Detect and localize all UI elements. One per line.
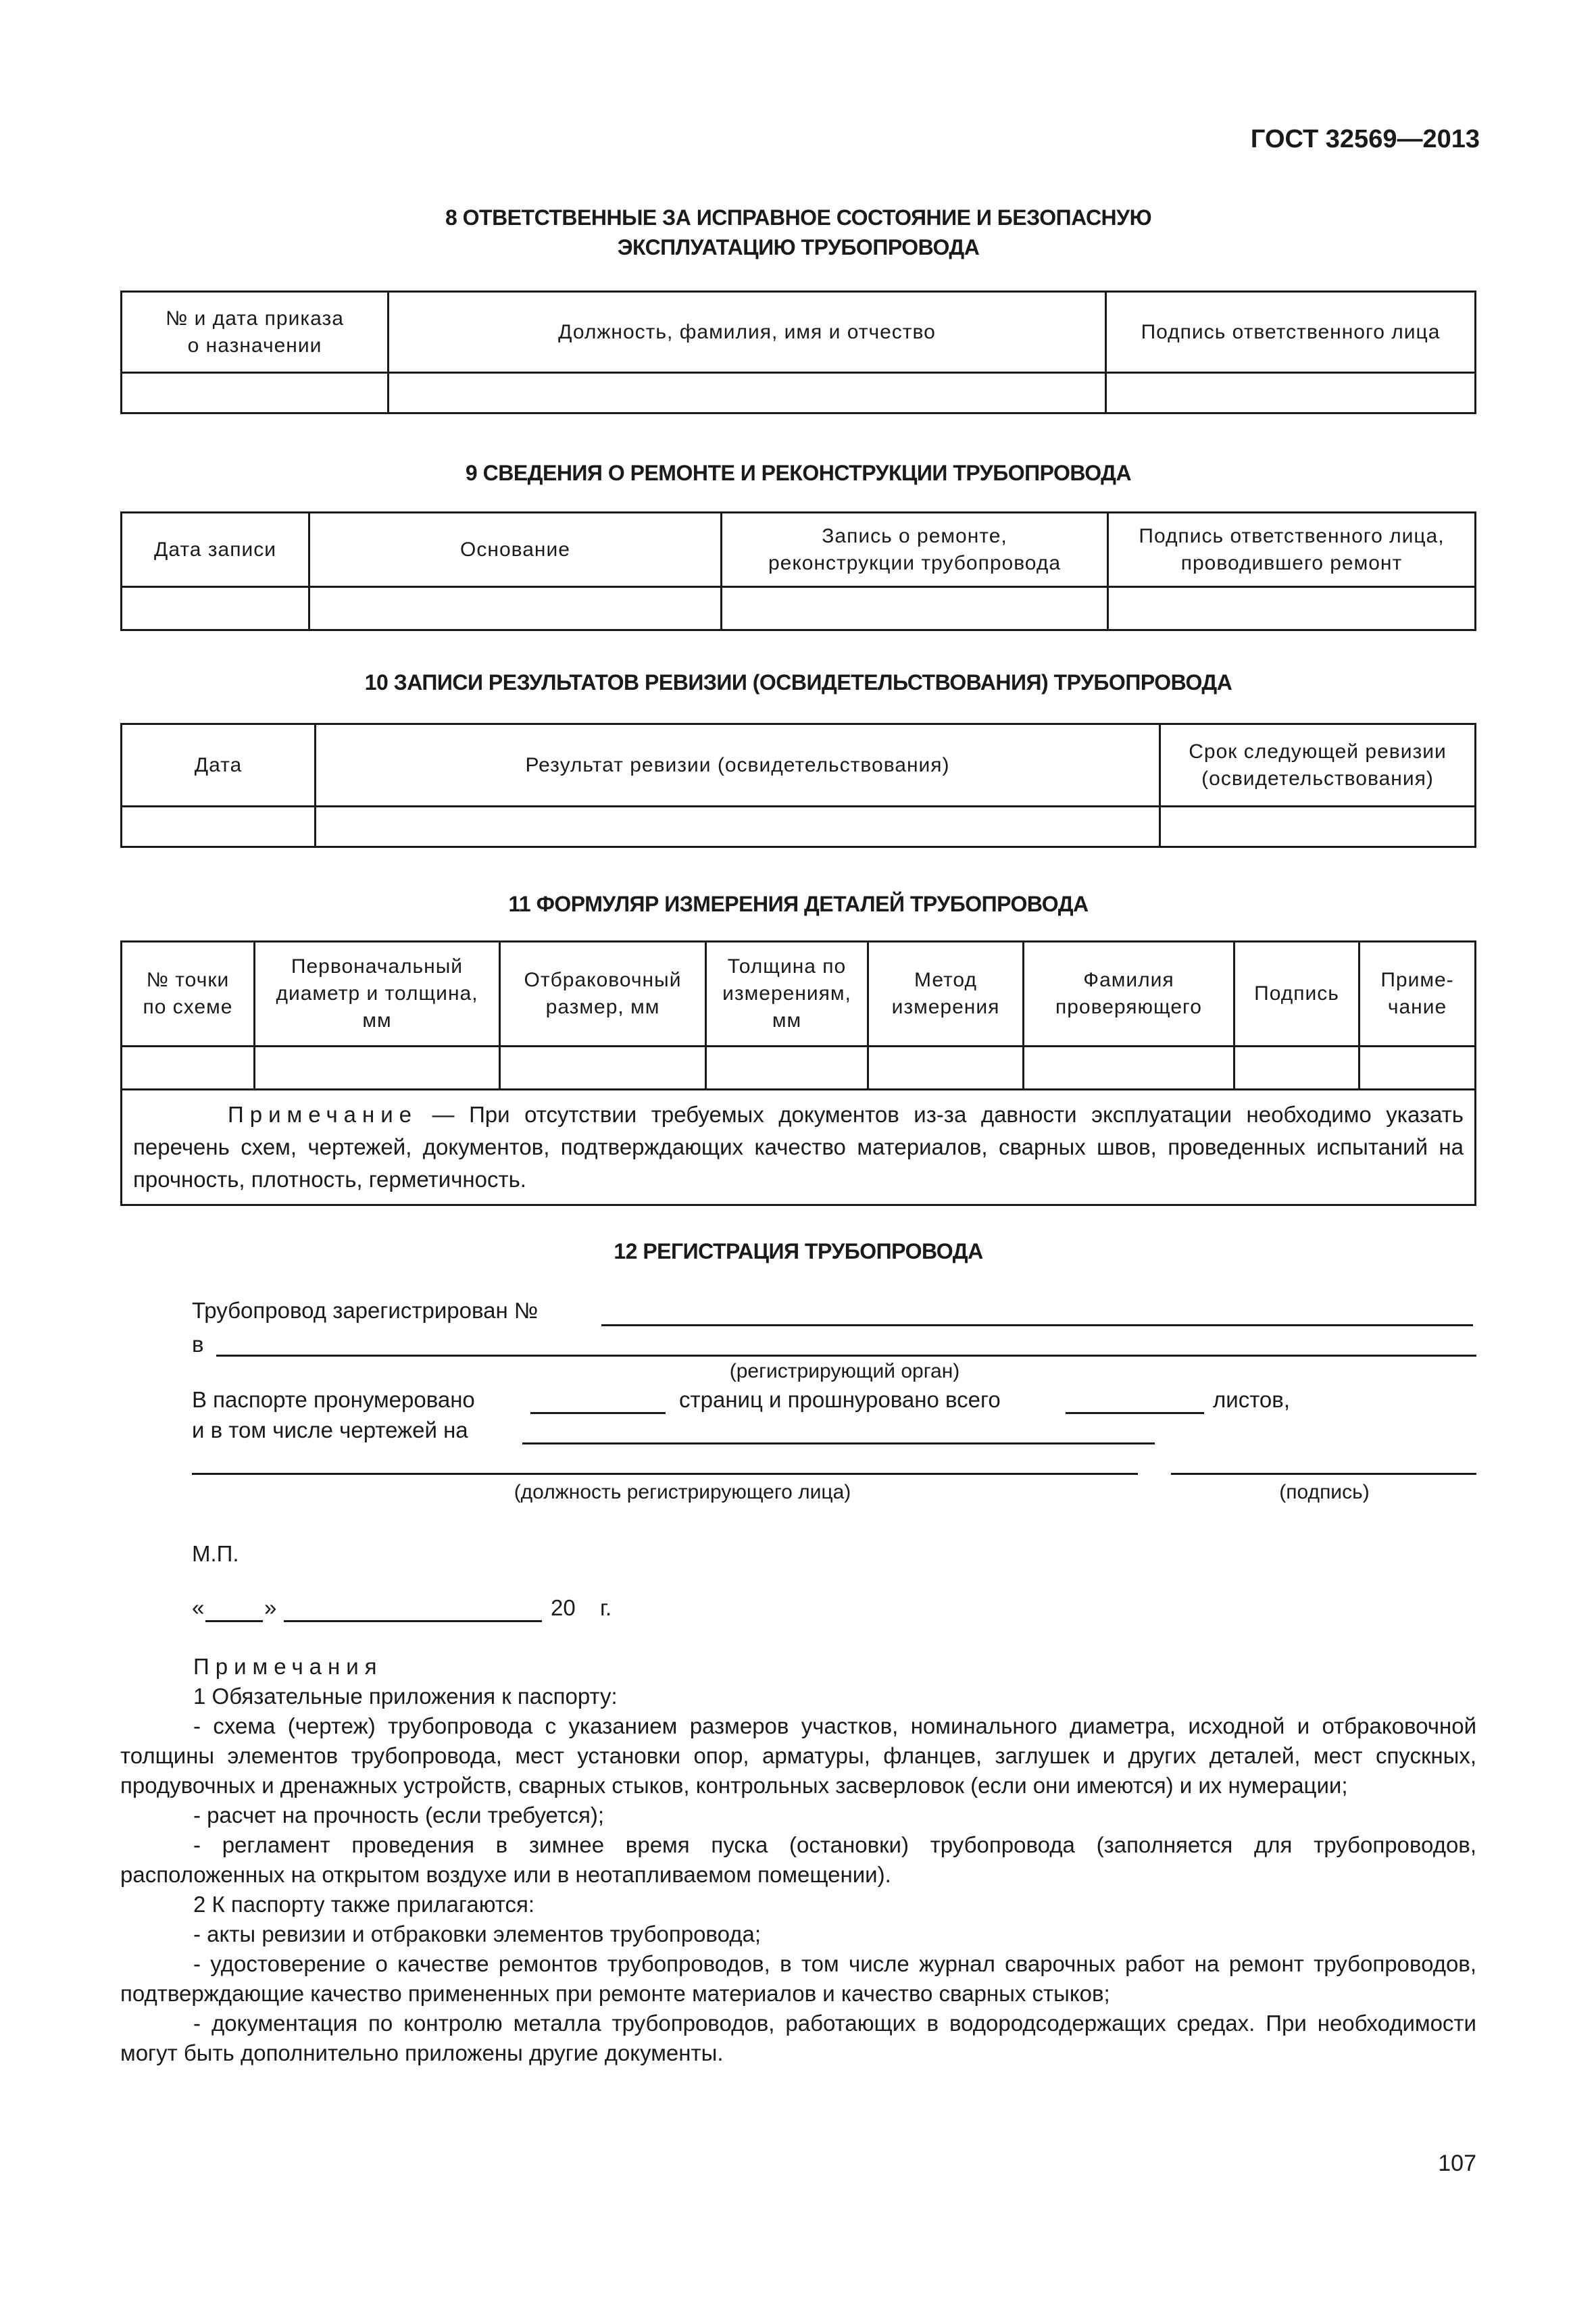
col-point-number: № точки по схеме [122, 942, 255, 1047]
table-repairs [120, 511, 1476, 631]
table-measurements [120, 940, 1476, 1206]
col-next-revision: Срок следующей ревизии (освидетельствования) [1160, 724, 1476, 807]
table-row [122, 1047, 1476, 1090]
quote-close: » [264, 1595, 277, 1620]
year-prefix: 20 [551, 1595, 576, 1620]
note-1c: - регламент проведения в зимнее время пуска (остановки) трубопровода (заполняется для трубопроводов, расположенных на открытом воздухе или в неотапливаемом помещении). [120, 1832, 1476, 1887]
col-remark: Приме- чание [1360, 942, 1476, 1047]
note-2: 2 К паспорту также прилагаются: [193, 1892, 535, 1917]
note-1a: - схема (чертеж) трубопровода с указанием размеров участков, номинального диаметра, исходной и отбраковочной толщины элементов трубопровода, мест установки опор, арматуры, фланцев, заглушек и других деталей, мест спускных, продувочных и дренажных устройств, сварных стыков, контрольных засверловок (если они имеются) и их нумерации; [120, 1713, 1476, 1798]
col-inspector: Фамилия проверяющего [1024, 942, 1235, 1047]
col-method: Метод измерения [868, 942, 1024, 1047]
position-caption: (должность регистрирующего лица) [514, 1481, 851, 1503]
sheets-count-line[interactable] [1066, 1412, 1204, 1414]
numbered-label: В паспорте пронумеровано [192, 1387, 475, 1412]
sheets-label: листов, [1213, 1387, 1290, 1412]
section-11-title: 11 ФОРМУЛЯР ИЗМЕРЕНИЯ ДЕТАЛЕЙ ТРУБОПРОВОДА [508, 892, 1089, 916]
note-label: Примечание [228, 1102, 418, 1127]
section-12-title: 12 РЕГИСТРАЦИЯ ТРУБОПРОВОДА [614, 1239, 983, 1263]
col-revision-result: Результат ревизии (освидетельствования) [316, 724, 1160, 807]
document-code: ГОСТ 32569—2013 [1250, 125, 1480, 153]
notes-heading: Примечания [193, 1654, 383, 1679]
col-repair-signature: Подпись ответственного лица, проводившего ремонт [1108, 513, 1476, 587]
registration-body-caption: (регистрирующий орган) [729, 1360, 960, 1382]
notes-block [120, 1652, 1476, 2068]
drawings-label: и в том числе чертежей на [192, 1417, 468, 1442]
note-2b: - удостоверение о качестве ремонтов трубопроводов, в том числе журнал сварочных работ на ремонт трубопроводов, подтверждающие качество примененных при ремонте материалов и качество сварных стыков; [120, 1951, 1476, 2006]
table-row [122, 807, 1476, 847]
signature-caption: (подпись) [1279, 1481, 1370, 1503]
registration-number-line[interactable] [601, 1324, 1473, 1326]
table-revisions [120, 723, 1476, 848]
table-responsible [120, 291, 1476, 414]
col-order-number: № и дата приказа о назначении [122, 292, 389, 373]
col-rejection-size: Отбраковочный размер, мм [500, 942, 706, 1047]
col-date: Дата [122, 724, 316, 807]
position-line[interactable] [192, 1473, 1138, 1475]
page-number: 107 [1438, 2150, 1476, 2176]
signature-line[interactable] [1171, 1473, 1476, 1475]
table-row [122, 373, 1476, 413]
col-measured-thickness: Толщина по измерениям, мм [706, 942, 868, 1047]
table-note [122, 1090, 1476, 1205]
registered-label: Трубопровод зарегистрирован № [192, 1298, 539, 1323]
col-record-date: Дата записи [122, 513, 309, 587]
quote-open: « [192, 1595, 205, 1620]
section-10-title: 10 ЗАПИСИ РЕЗУЛЬТАТОВ РЕВИЗИИ (ОСВИДЕТЕЛЬСТВОВАНИЯ) ТРУБОПРОВОДА [364, 670, 1232, 695]
registration-body-line[interactable] [216, 1355, 1476, 1357]
note-2c: - документация по контролю металла трубопроводов, работающих в водородсодержащих средах. При необходимости могут быть дополнительно приложены другие документы. [120, 2011, 1476, 2065]
table-row [122, 587, 1476, 630]
stamp-label: М.П. [192, 1541, 239, 1566]
drawings-count-line[interactable] [522, 1442, 1155, 1444]
col-repair-record: Запись о ремонте, реконструкции трубопровода [722, 513, 1108, 587]
col-initial-diameter: Первоначальный диаметр и толщина, мм [255, 942, 500, 1047]
year-suffix: г. [600, 1595, 612, 1620]
day-line[interactable] [205, 1620, 263, 1622]
note-text: — При отсутствии требуемых документов из-за давности эксплуатации необходимо указать перечень схем, чертежей, документов, подтверждающих качество материалов, сварных швов, проведенных испытаний на прочность, плотность, герметичность. [133, 1102, 1464, 1192]
col-basis: Основание [309, 513, 722, 587]
pages-laced-label: страниц и прошнуровано всего [679, 1387, 1001, 1412]
pages-count-line[interactable] [530, 1412, 666, 1414]
in-label: в [192, 1332, 204, 1357]
note-2a: - акты ревизии и отбраковки элементов трубопровода; [193, 1921, 761, 1946]
col-signature: Подпись [1235, 942, 1360, 1047]
note-1: 1 Обязательные приложения к паспорту: [193, 1684, 618, 1709]
note-1b: - расчет на прочность (если требуется); [193, 1803, 605, 1828]
section-9-title: 9 СВЕДЕНИЯ О РЕМОНТЕ И РЕКОНСТРУКЦИИ ТРУБОПРОВОДА [465, 461, 1132, 485]
month-line[interactable] [284, 1620, 542, 1622]
col-position-name: Должность, фамилия, имя и отчество [389, 292, 1106, 373]
col-signature: Подпись ответственного лица [1106, 292, 1476, 373]
section-8-title: 8 ОТВЕТСТВЕННЫЕ ЗА ИСПРАВНОЕ СОСТОЯНИЕ И БЕЗОПАСНУЮ ЭКСПЛУАТАЦИЮ ТРУБОПРОВОДА [445, 205, 1152, 259]
